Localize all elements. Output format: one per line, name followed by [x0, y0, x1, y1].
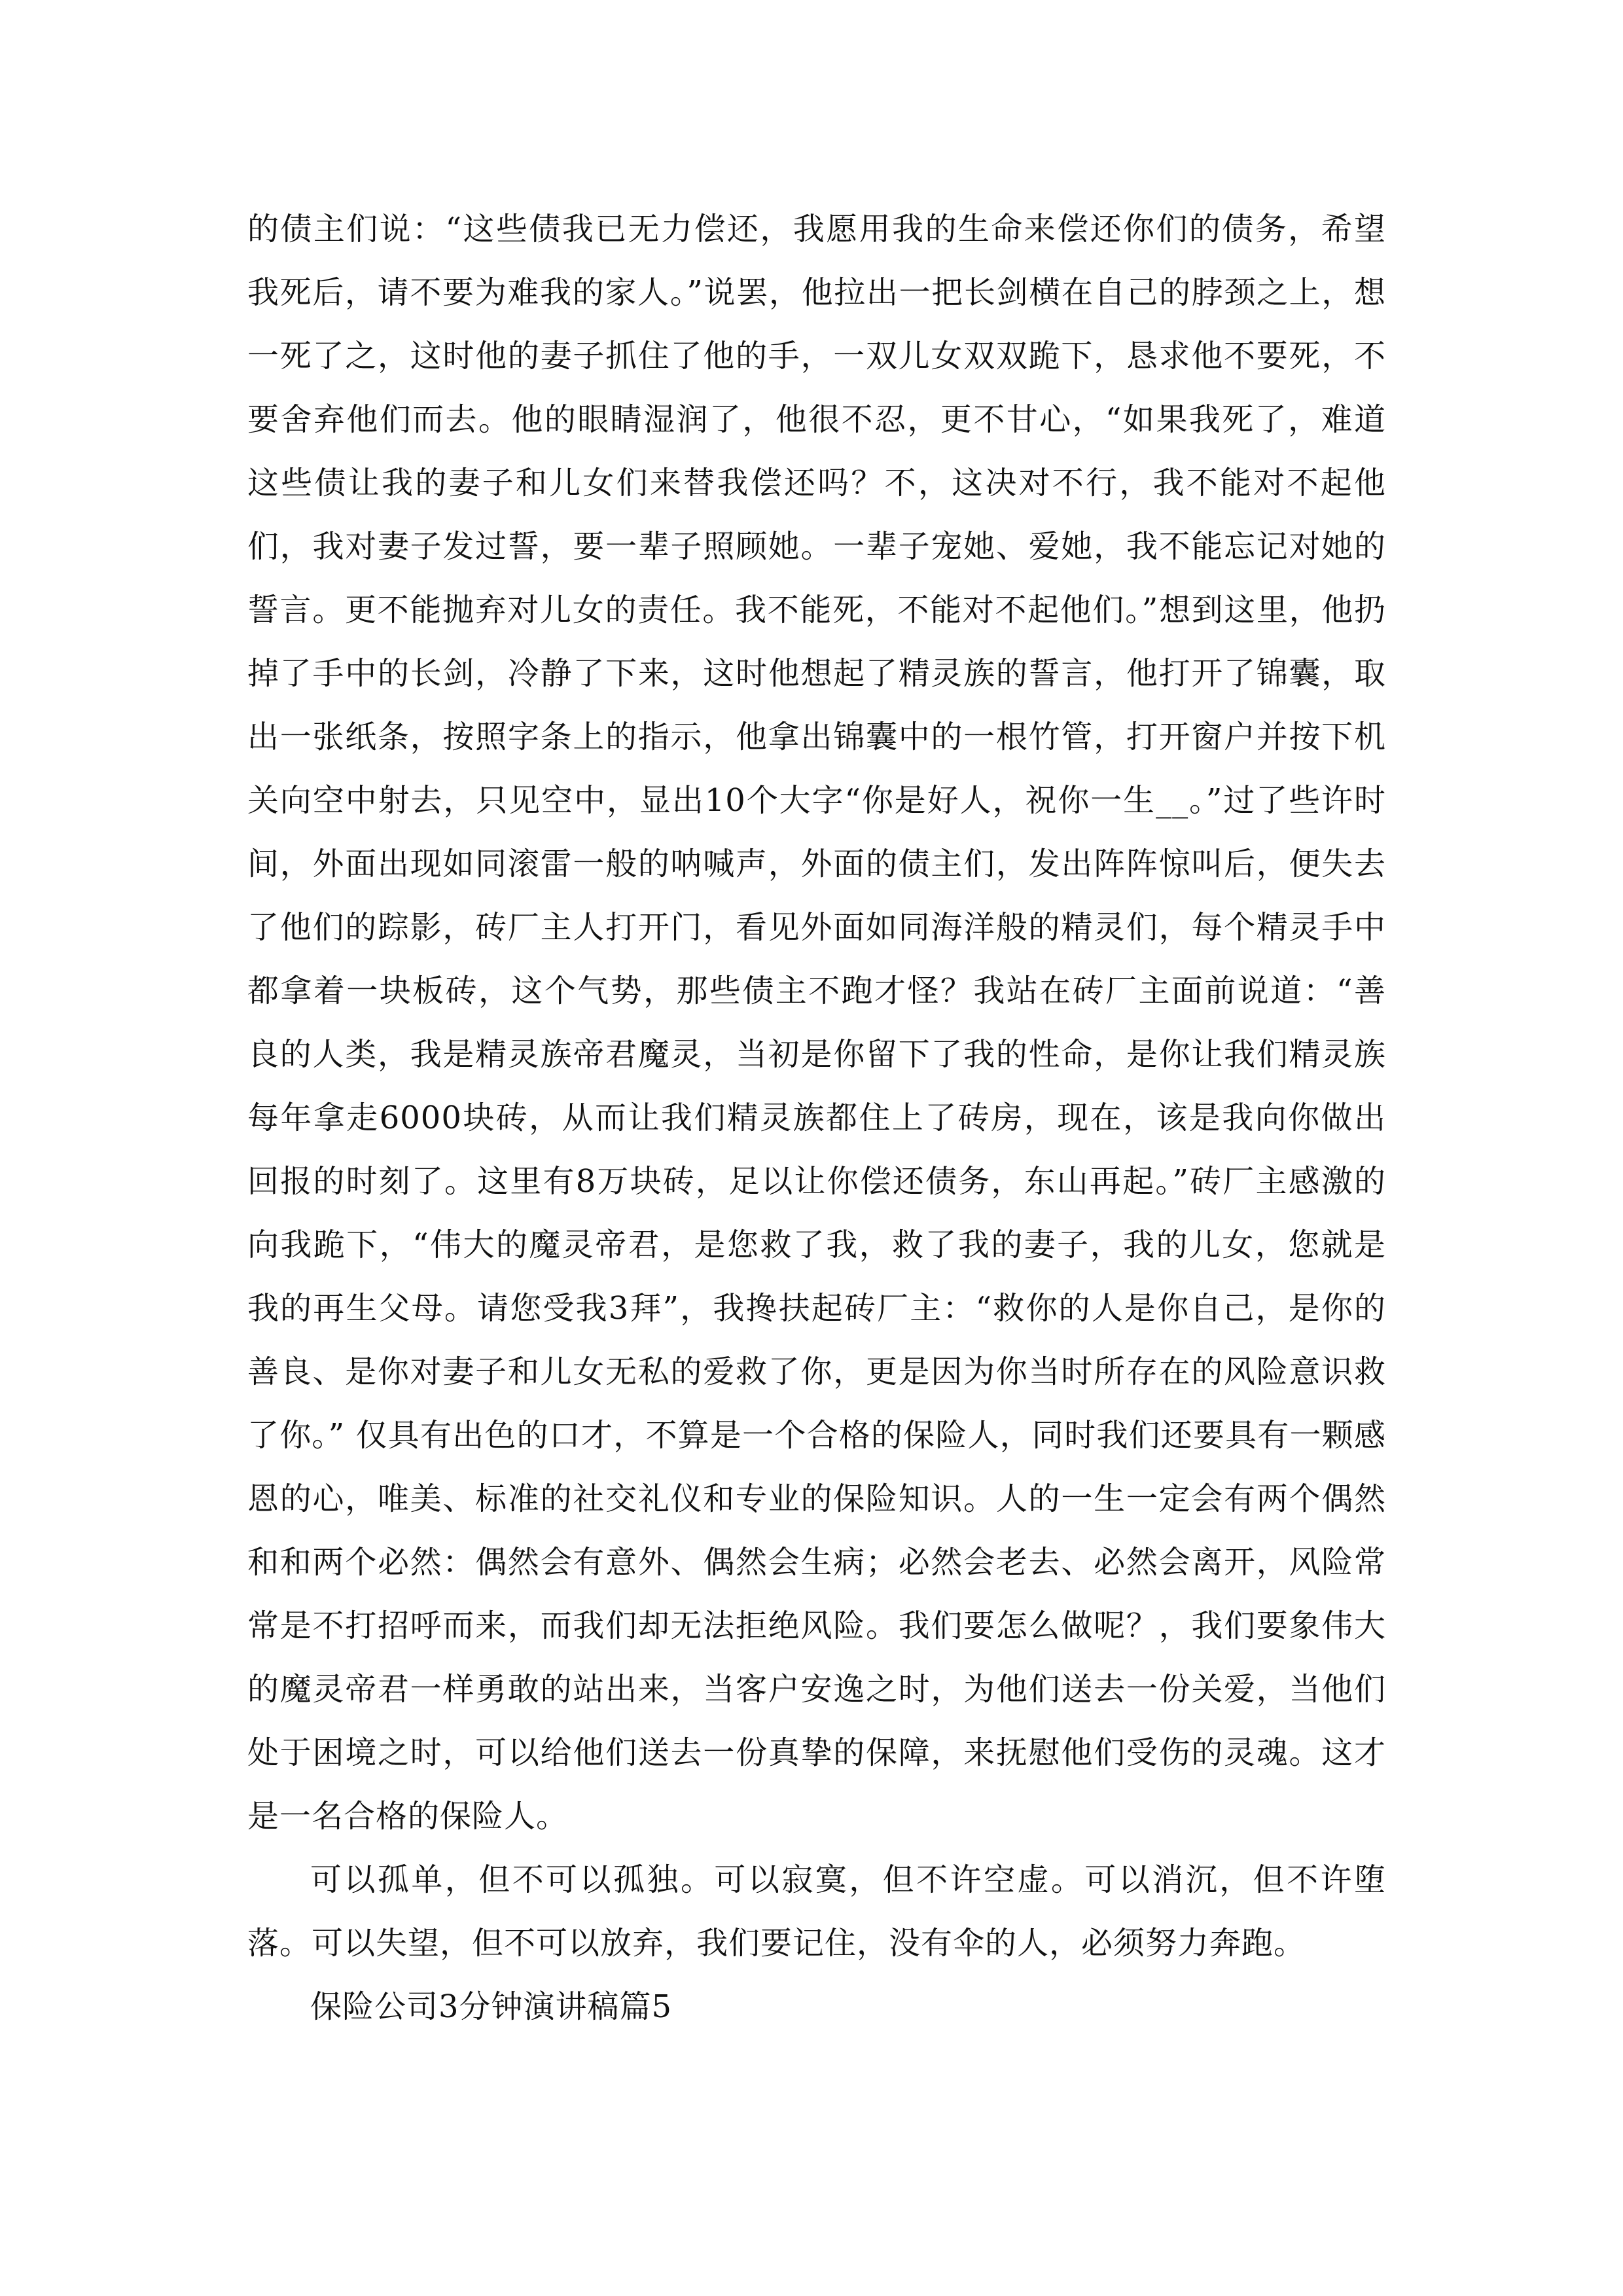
- story-paragraph: 的债主们说：“这些债我已无力偿还，我愿用我的生命来偿还你们的债务，希望我死后，请不要为难我的家人。”说罢，他拉出一把长剑横在自己的脖颈之上，想一死了之，这时他的妻子抓住了他的手，一双儿女双双跪下，恳求他不要死，不要舍弃他们而去。他的眼睛湿润了，他很不忍，更不甘心，“如果我死了，难道这些债让我的妻子和儿女们来替我偿还吗？不，这决对不行，我不能对不起他们，我对妻子发过誓，要一辈子照顾她。一辈子宠她、爱她，我不能忘记对她的誓言。更不能抛弃对儿女的责任。我不能死，不能对不起他们。”想到这里，他扔掉了手中的长剑，冷静了下来，这时他想起了精灵族的誓言，他打开了锦囊，取出一张纸条，按照字条上的指示，他拿出锦囊中的一根竹管，打开窗户并按下机关向空中射去，只见空中，显出10个大字“你是好人，祝你一生__。”过了些许时间，外面出现如同滚雷一般的呐喊声，外面的债主们，发出阵阵惊叫后，便失去了他们的踪影，砖厂主人打开门，看见外面如同海洋般的精灵们，每个精灵手中都拿着一块板砖，这个气势，那些债主不跑才怪？我站在砖厂主面前说道：“善良的人类，我是精灵族帝君魔灵，当初是你留下了我的性命，是你让我们精灵族每年拿走6000块砖，从而让我们精灵族都住上了砖房，现在，该是我向你做出回报的时刻了。这里有8万块砖，足以让你偿还债务，东山再起。”砖厂主感激的向我跪下，“伟大的魔灵帝君，是您救了我，救了我的妻子，我的儿女，您就是我的再生父母。请您受我3拜”，我搀扶起砖厂主：“救你的人是你自己，是你的善良、是你对妻子和儿女无私的爱救了你，更是因为你当时所存在的风险意识救了你。” 仅具有出色的口才，不算是一个合格的保险人，同时我们还要具有一颗感恩的心，唯美、标准的社交礼仪和专业的保险知识。人的一生一定会有两个偶然和和两个必然：偶然会有意外、偶然会生病；必然会老去、必然会离开，风险常常是不打招呼而来，而我们却无法拒绝风险。我们要怎么做呢？，我们要象伟大的魔灵帝君一样勇敢的站出来，当客户安逸之时，为他们送去一份关爱，当他们处于困境之时，可以给他们送去一份真挚的保障，来抚慰他们受伤的灵魂。这才是一名合格的保险人。: [247, 211, 1386, 1835]
- document-body: [247, 198, 1386, 2039]
- section-heading: 保险公司3分钟演讲稿篇5: [310, 1988, 673, 2025]
- closing-paragraph: 可以孤单，但不可以孤独。可以寂寞，但不许空虚。可以消沉，但不许堕落。可以失望，但不可以放弃，我们要记住，没有伞的人，必须努力奔跑。: [247, 1861, 1386, 1962]
